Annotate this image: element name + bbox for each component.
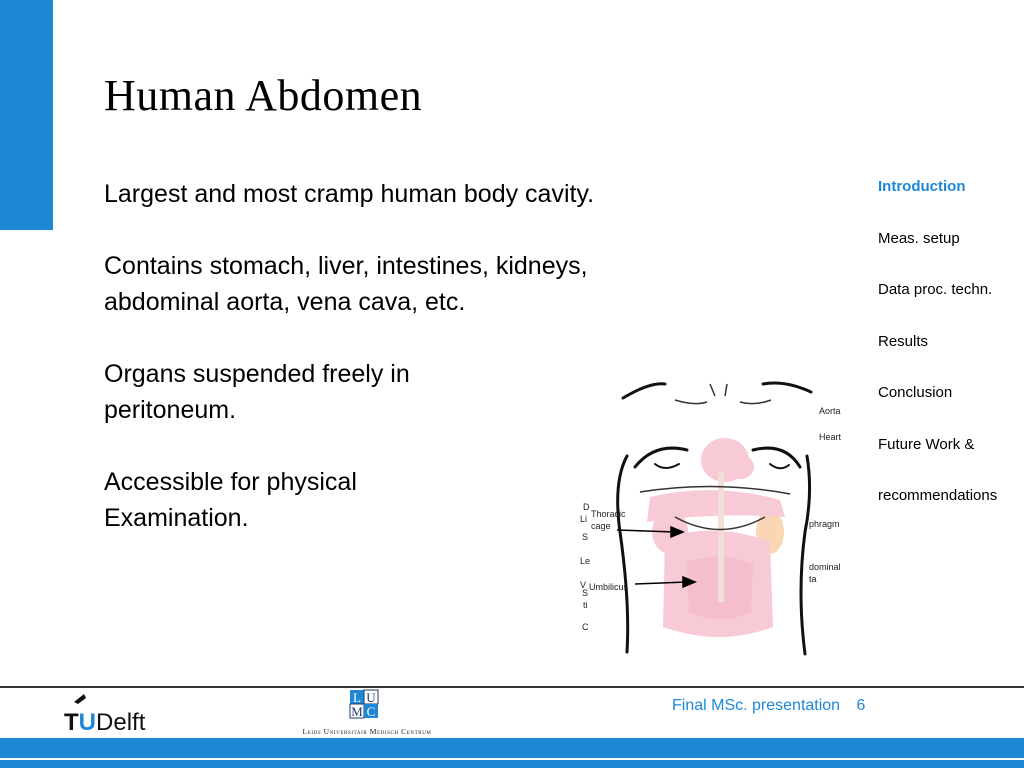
presentation-title: Final MSc. presentation xyxy=(672,697,841,714)
lumc-name: Leids Universitair Medisch Centrum xyxy=(302,727,432,736)
fig-label: S xyxy=(582,532,589,542)
footer-strip xyxy=(0,738,1024,768)
lumc-letter: C xyxy=(366,704,376,719)
tudelft-logo-text: TUDelft xyxy=(64,709,146,736)
lumc-logo xyxy=(280,688,455,738)
bullet-item: Organs suspended freely in peritoneum. xyxy=(104,360,410,424)
nav-item-meas-setup[interactable]: Meas. setup xyxy=(878,229,960,247)
fig-label: Le xyxy=(580,556,591,566)
lumc-letter: M xyxy=(351,704,363,719)
lumc-letter: L xyxy=(353,690,361,705)
figure-right-labels xyxy=(809,406,842,584)
fig-label: dominal xyxy=(809,562,841,572)
lumc-letter: U xyxy=(366,690,376,705)
footer-strip-line xyxy=(0,758,1024,760)
fig-label: S xyxy=(582,588,589,598)
fig-label: Heart xyxy=(819,432,842,442)
fig-label: Li xyxy=(580,514,588,524)
bullet-item: Contains stomach, liver, intestines, kidneys, abdominal aorta, vena cava, etc. xyxy=(104,252,588,316)
nav-item-conclusion[interactable]: Conclusion xyxy=(878,384,953,401)
fig-label: V xyxy=(580,580,587,590)
page-number: 6 xyxy=(856,697,866,714)
abdomen-anatomy-figure xyxy=(575,372,850,664)
nav-item-future-work[interactable]: Future Work & xyxy=(878,435,975,453)
section-nav xyxy=(878,176,1024,516)
bullet-item: Largest and most cramp human body cavity. xyxy=(104,180,595,208)
fig-label: Aorta xyxy=(819,406,841,416)
bullet-item: Accessible for physical Examination. xyxy=(104,468,357,532)
fig-label: phragm xyxy=(809,519,840,529)
nav-item-introduction[interactable]: Introduction xyxy=(878,178,966,195)
callout-thoracic: Thoracic xyxy=(591,509,626,519)
footer-caption xyxy=(672,697,865,715)
accent-bar xyxy=(0,0,53,230)
fig-label: D xyxy=(583,502,590,512)
flame-icon xyxy=(74,694,86,704)
callout-cage: cage xyxy=(591,521,611,531)
slide-title: Human Abdomen xyxy=(104,71,423,120)
callout-umbilicus: Umbilicus xyxy=(589,582,629,592)
fig-label: C xyxy=(582,622,589,632)
nav-item-data-proc[interactable]: Data proc. techn. xyxy=(878,281,993,298)
fig-label: ti xyxy=(583,600,588,610)
footer-divider xyxy=(0,686,1024,688)
nav-item-results[interactable]: Results xyxy=(878,332,929,350)
tudelft-logo xyxy=(62,690,172,736)
nav-item-recommendations[interactable]: recommendations xyxy=(878,487,998,504)
figure-left-labels xyxy=(580,502,590,632)
fig-label: ta xyxy=(809,574,817,584)
